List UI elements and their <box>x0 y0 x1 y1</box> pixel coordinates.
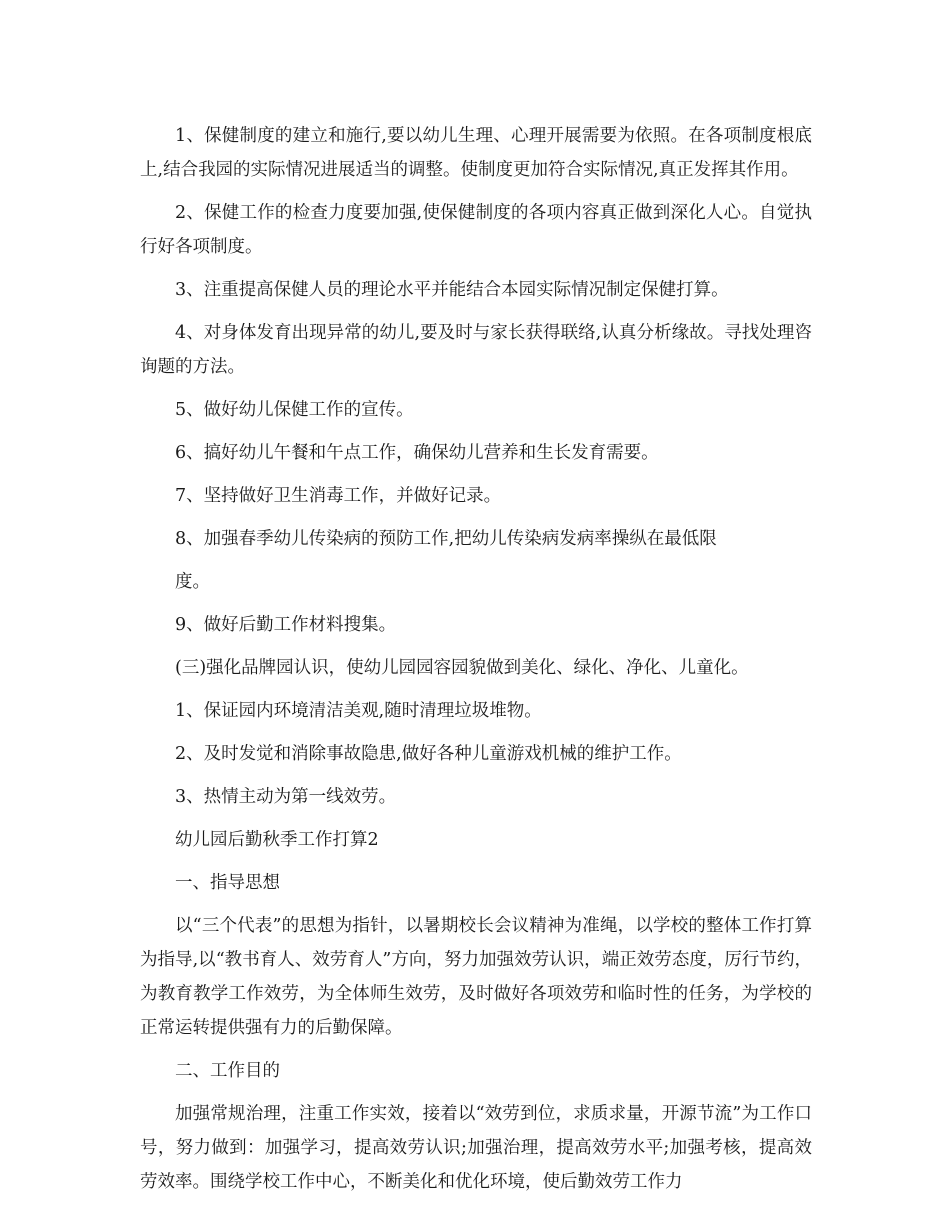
paragraph-4: 4、对身体发育出现异常的幼儿,要及时与家长获得联络,认真分析缘故。寻找处理咨询题的方法。 <box>140 323 812 377</box>
paragraph-5: 5、做好幼儿保健工作的宣传。 <box>175 400 414 420</box>
paragraph-2: 2、保健工作的检查力度要加强,使保健制度的各项内容真正做到深化人心。自觉执行好各项制度。 <box>140 203 812 257</box>
heading-work-goals: 二、工作目的 <box>175 1061 280 1081</box>
document-body <box>140 119 812 1199</box>
paragraph-6: 6、搞好幼儿午餐和午点工作，确保幼儿营养和生长发育需要。 <box>175 443 659 463</box>
document-title-2: 幼儿园后勤秋季工作打算2 <box>175 830 379 850</box>
paragraph-guiding-ideology: 以“三个代表”的思想为指针，以暑期校长会议精神为准绳，以学校的整体工作打算为指导,以“教书育人、效劳育人”方向，努力加强效劳认识，端正效劳态度，厉行节约，为教育教学工作效劳，为全体师生效劳，及时做好各项效劳和临时性的任务，为学校的正常运转提供强有力的后勤保障。 <box>140 916 812 1038</box>
paragraph-7: 7、坚持做好卫生消毒工作，并做好记录。 <box>175 486 502 506</box>
paragraph-1: 1、保健制度的建立和施行,要以幼儿生理、心理开展需要为依照。在各项制度根底上,结合我园的实际情况进展适当的调整。使制度更加符合实际情况,真正发挥其作用。 <box>140 126 812 180</box>
heading-guiding-ideology: 一、指导思想 <box>175 873 280 893</box>
paragraph-3: 3、注重提高保健人员的理论水平并能结合本园实际情况制定保健打算。 <box>175 280 729 300</box>
paragraph-12: 3、热情主动为第一线效劳。 <box>175 787 397 807</box>
paragraph-work-goals: 加强常规治理，注重工作实效，接着以“效劳到位，求质求量，开源节流”为工作口号，努力做到：加强学习，提高效劳认识;加强治理，提高效劳水平;加强考核，提高效劳效率。围绕学校工作中心，不断美化和优化环境，使后勤效劳工作力 <box>140 1104 812 1192</box>
paragraph-10: 1、保证园内环境清洁美观,随时清理垃圾堆物。 <box>175 701 542 721</box>
paragraph-8-continued: 度。 <box>175 572 210 592</box>
paragraph-11: 2、及时发觉和消除事故隐患,做好各种儿童游戏机械的维护工作。 <box>175 744 682 764</box>
section-heading-3: (三)强化品牌园认识，使幼儿园园容园貌做到美化、绿化、净化、儿童化。 <box>175 658 749 678</box>
paragraph-9: 9、做好后勤工作材料搜集。 <box>175 615 397 635</box>
paragraph-8: 8、加强春季幼儿传染病的预防工作,把幼儿传染病发病率操纵在最低限 <box>175 529 717 549</box>
